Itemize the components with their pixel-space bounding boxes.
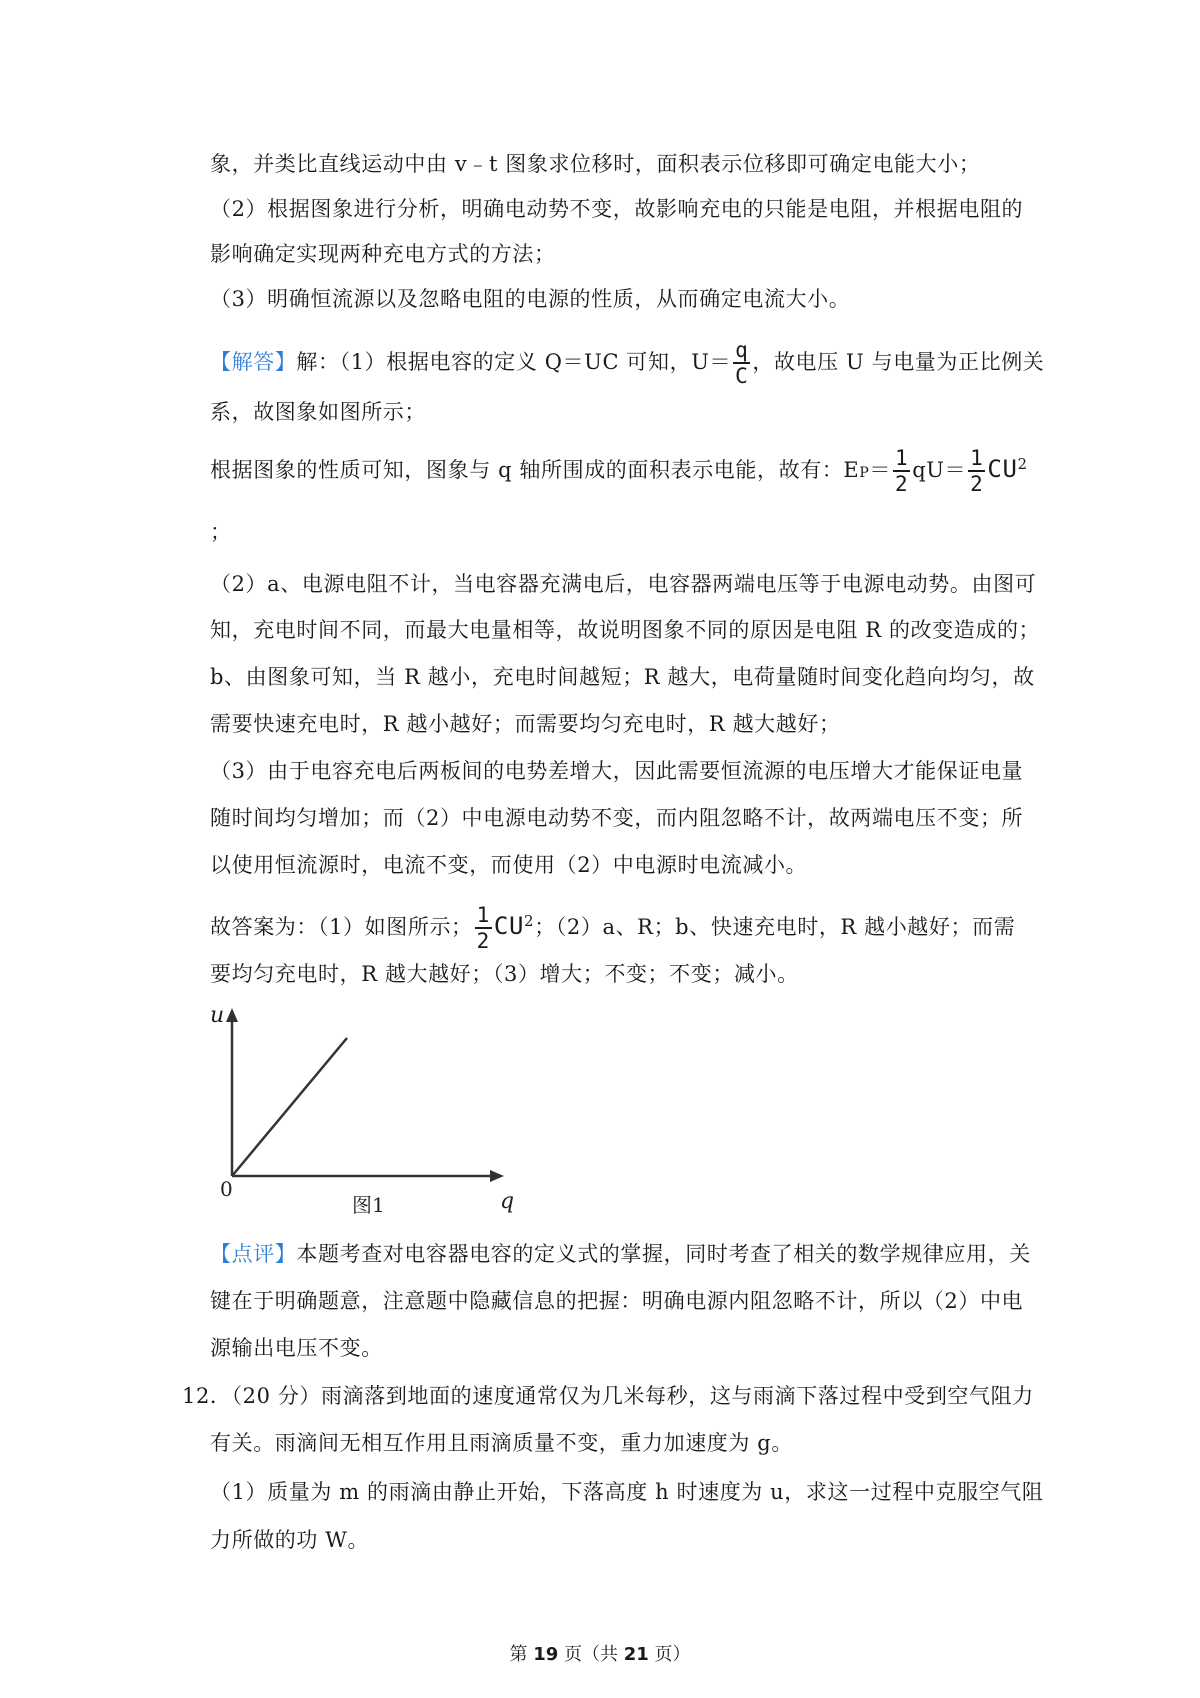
text-line-15: 以使用恒流源时，电流不变，而使用（2）中电源时电流减小。 (210, 853, 808, 877)
fraction-one-half-1: $\frac{1}{2}$ (894, 446, 909, 496)
text-line-8: ； (210, 520, 232, 544)
y-axis-label: u (210, 1003, 225, 1028)
x-axis-arrow-icon (490, 1170, 504, 1182)
answer-text-a: 解：（1）根据电容的定义 Q＝UC 可知，U＝ (296, 350, 732, 374)
answer-tag: 【解答】 (210, 350, 297, 374)
text-line-23: （1）质量为 m 的雨滴由静止开始，下落高度 h 时速度为 u，求这一过程中克服空气阻 (210, 1480, 1044, 1504)
answer-line (210, 340, 1044, 387)
text-line-22: 有关。雨滴间无相互作用且雨滴质量不变，重力加速度为 g。 (210, 1431, 793, 1455)
text-line-4: （3）明确恒流源以及忽略电阻的电源的性质，从而确定电流大小。 (210, 287, 851, 311)
text-line-17: 要均匀充电时，R 越大越好；（3）增大；不变；不变；减小。 (210, 962, 799, 986)
origin-label: 0 (220, 1177, 233, 1201)
energy-formula-line: 根据图象的性质可知，图象与 q 轴所围成的面积表示电能，故有：EP＝ $\frac{1}{2}$ qU＝ $\frac{1}{2}$ $CU^2$ (210, 446, 1028, 496)
proportional-line (232, 1038, 347, 1176)
text-line-12: 需要快速充电时，R 越小越好；而需要均匀充电时，R 越大越好； (210, 712, 841, 736)
comment-tag: 【点评】 (210, 1242, 297, 1266)
text-line-2: （2）根据图象进行分析，明确电动势不变，故影响充电的只能是电阻，并根据电阻的 (210, 197, 1024, 221)
fraction-one-half-3: $\frac{1}{2}$ (476, 903, 490, 953)
fraction-q-over-c: $\frac{q}{C}$ (735, 338, 749, 388)
u-q-graph (200, 1000, 520, 1220)
page-footer: 第 19 页（共 21 页） (509, 1644, 691, 1665)
text-line-14: 随时间均匀增加；而（2）中电源电动势不变，而内阻忽略不计，故两端电压不变；所 (210, 806, 1024, 830)
current-page-number: 19 (533, 1644, 559, 1665)
x-axis-label: q (500, 1189, 515, 1214)
comment-line: 【点评】本题考查对电容器电容的定义式的掌握，同时考查了相关的数学规律应用，关 (210, 1242, 1031, 1266)
graph-caption: 图1 (352, 1193, 385, 1217)
final-answer-line: 故答案为：（1）如图所示； $\frac{1}{2}$ $CU^2$；（2）a、R；b、快速充电时，R 越小越好；而需 (210, 903, 1016, 953)
text-line-6: 系，故图象如图所示； (210, 400, 426, 424)
text-line-1: 象，并类比直线运动中由 v﹣t 图象求位移时，面积表示位移即可确定电能大小； (210, 152, 981, 176)
text-line-10: 知，充电时间不同，而最大电量相等，故说明图象不同的原因是电阻 R 的改变造成的； (210, 618, 1041, 642)
total-pages-number: 21 (623, 1644, 649, 1665)
text-line-13: （3）由于电容充电后两板间的电势差增大，因此需要恒流源的电压增大才能保证电量 (210, 759, 1024, 783)
question-12-line: 12．（20 分）雨滴落到地面的速度通常仅为几米每秒，这与雨滴下落过程中受到空气阻力 (182, 1384, 1034, 1408)
text-line-3: 影响确定实现两种充电方式的方法； (210, 242, 556, 266)
text-line-20: 源输出电压不变。 (210, 1336, 383, 1360)
text-line-19: 键在于明确题意，注意题中隐藏信息的把握：明确电源内阻忽略不计，所以（2）中电 (210, 1289, 1024, 1313)
text-line-11: b、由图象可知，当 R 越小，充电时间越短；R 越大，电荷量随时间变化趋向均匀，故 (210, 665, 1035, 689)
text-line-24: 力所做的功 W。 (210, 1528, 370, 1552)
answer-text-b: ，故电压 U 与电量为正比例关 (752, 350, 1045, 374)
fraction-one-half-2: $\frac{1}{2}$ (970, 446, 984, 496)
y-axis-arrow-icon (226, 1008, 238, 1022)
text-line-9: （2）a、电源电阻不计，当电容器充满电后，电容器两端电压等于电源电动势。由图可 (210, 572, 1037, 596)
